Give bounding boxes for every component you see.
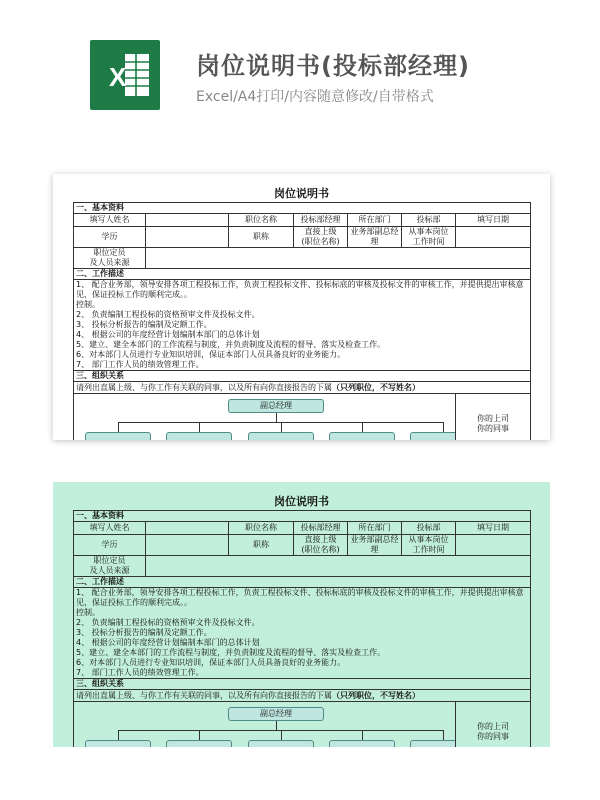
label-date: 填写日期: [456, 522, 531, 535]
label-position: 职位名称: [229, 214, 294, 227]
value-position: 投标部经理: [294, 214, 348, 227]
page-title: 岗位说明书(投标部经理): [196, 52, 470, 80]
label-superior: 直接上级 (职位名称): [294, 535, 348, 556]
job-form-table: [73, 202, 531, 440]
svg-text:X: X: [109, 62, 127, 92]
value-department: 投标部: [402, 522, 456, 535]
section-work: 二、工作描述: [74, 269, 531, 280]
doc-title: 岗位说明书: [274, 495, 329, 508]
org-box: [329, 740, 395, 747]
value-superior: 业务部副总经 理: [348, 535, 402, 556]
label-filler: 填写人姓名: [74, 522, 146, 535]
org-box: [166, 740, 232, 747]
label-superior: 直接上级 (职位名称): [294, 227, 348, 248]
label-education: 学历: [74, 227, 146, 248]
label-position: 职位名称: [229, 522, 294, 535]
deputy-manager-box: 副总经理: [228, 707, 324, 721]
section-basic: 一、基本资料: [74, 511, 531, 522]
value-superior: 业务部副总经 理: [348, 227, 402, 248]
work-description: 1、 配合业务部，领导安排各项工程投标工作，负责工程投标文件、投标标底的审核及投标文件的审核工作，并提供提出审核意 见，保证投标工作的顺利完成。。 控制。 2、 负责编制工程投标的资格预审文件及投标文件。 3、 投标分析报告的编制及定额工作。 4、 根据公司的年度经营计划编制本部门的总体计划 5、建立、建全本部门的工作流程与制度，并负责制度及流程的督导、落实及检查工作。 6、对本部门人员进行专业知识培训，保证本部门人员具备良好的业务能力。 7、 部门工作人员的绩效管理工作。: [74, 588, 531, 679]
label-filler: 填写人姓名: [74, 214, 146, 227]
page-subtitle: Excel/A4打印/内容随意修改/自带格式: [196, 89, 434, 105]
org-chart: [74, 702, 456, 748]
org-note: 请列出直属上级、与你工作有关联的同事，以及所有向你直接报告的下属（只列职位，不写姓名）: [74, 690, 531, 702]
org-box: [329, 432, 395, 440]
label-education: 学历: [74, 535, 146, 556]
label-department: 所在部门: [348, 522, 402, 535]
org-box: [248, 740, 314, 747]
sheet-preview-white: [53, 174, 550, 440]
section-org: 三、组织关系: [74, 679, 531, 690]
value-position: 投标部经理: [294, 522, 348, 535]
section-basic: 一、基本资料: [74, 203, 531, 214]
label-work-time: 从事本岗位 工作时间: [402, 535, 456, 556]
work-description: 1、 配合业务部，领导安排各项工程投标工作，负责工程投标文件、投标标底的审核及投标文件的审核工作，并提供提出审核意 见，保证投标工作的顺利完成。。 控制。 2、 负责编制工程投标的资格预审文件及投标文件。 3、 投标分析报告的编制及定额工作。 4、 根据公司的年度经营计划编制本部门的总体计划 5、建立、建全本部门的工作流程与制度，并负责制度及流程的督导、落实及检查工作。 6、对本部门人员进行专业知识培训，保证本部门人员具备良好的业务能力。 7、 部门工作人员的绩效管理工作。: [74, 280, 531, 371]
label-title: 职称: [229, 227, 294, 248]
label-date: 填写日期: [456, 214, 531, 227]
org-box: [85, 432, 151, 440]
doc-title: 岗位说明书: [274, 187, 329, 200]
org-box: [410, 432, 456, 440]
deputy-manager-box: 副总经理: [228, 399, 324, 413]
your-superior-label: 你的上司 你的同事: [456, 702, 531, 748]
org-box: [410, 740, 456, 747]
header: [0, 0, 600, 130]
label-department: 所在部门: [348, 214, 402, 227]
label-headcount: 职位定员 及人员来源: [74, 556, 146, 577]
org-chart: [74, 394, 456, 441]
label-work-time: 从事本岗位 工作时间: [402, 227, 456, 248]
your-superior-label: 你的上司 你的同事: [456, 394, 531, 441]
section-org: 三、组织关系: [74, 371, 531, 382]
label-title: 职称: [229, 535, 294, 556]
label-headcount: 职位定员 及人员来源: [74, 248, 146, 269]
org-box: [85, 740, 151, 747]
sheet-preview-green: [53, 482, 550, 747]
excel-logo-icon: [90, 40, 160, 110]
value-department: 投标部: [402, 214, 456, 227]
org-note: 请列出直属上级、与你工作有关联的同事，以及所有向你直接报告的下属（只列职位，不写姓名）: [74, 382, 531, 394]
section-work: 二、工作描述: [74, 577, 531, 588]
org-box: [166, 432, 232, 440]
job-form-table: [73, 510, 531, 747]
org-box: [248, 432, 314, 440]
